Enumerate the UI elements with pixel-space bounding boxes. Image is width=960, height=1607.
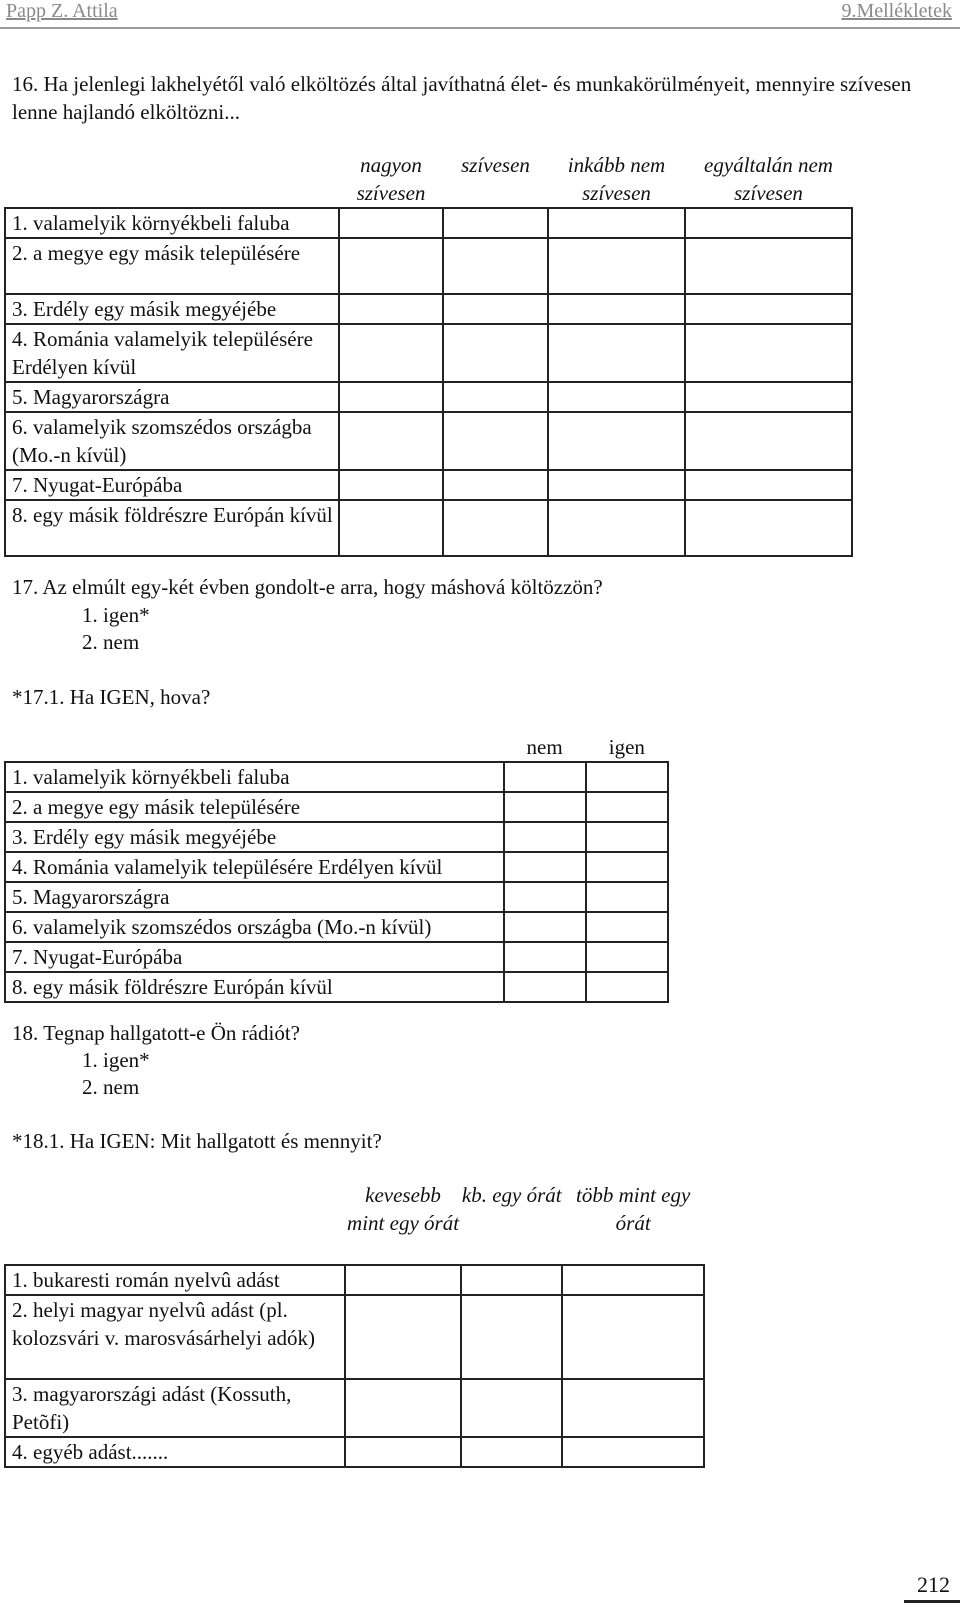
- header-author: Papp Z. Attila: [6, 0, 118, 22]
- q16-answer-cell[interactable]: [443, 500, 548, 556]
- question-18-text: 18. Tegnap hallgatott-e Ön rádiót?: [12, 1021, 300, 1045]
- q17-answer-cell[interactable]: [586, 852, 668, 882]
- q17-row-label: 8. egy másik földrészre Európán kívül: [5, 972, 504, 1002]
- q17-row-label: 2. a megye egy másik településére: [5, 792, 504, 822]
- q17-followup: *17.1. Ha IGEN, hova?: [12, 685, 211, 709]
- q16-answer-cell[interactable]: [685, 500, 852, 556]
- q16-answer-cell[interactable]: [548, 208, 685, 238]
- q16-answer-cell[interactable]: [685, 238, 852, 294]
- header-section: 9.Mellékletek: [841, 0, 952, 22]
- header-rule: [0, 27, 960, 29]
- q18-row-label: 1. bukaresti román nyelvû adást: [5, 1265, 345, 1295]
- question-17-text: 17. Az elmúlt egy-két évben gondolt-e arra, hogy máshová költözzön?: [12, 575, 603, 599]
- q16-answer-cell[interactable]: [443, 208, 548, 238]
- q17-answer-cell[interactable]: [504, 942, 586, 972]
- q16-answer-cell[interactable]: [685, 208, 852, 238]
- q16-answer-cell[interactable]: [548, 294, 685, 324]
- q16-answer-cell[interactable]: [339, 412, 443, 470]
- q16-col-3: inkább nem szívesen: [567, 153, 666, 205]
- q17-option-yes[interactable]: 1. igen*: [82, 603, 150, 627]
- q17-row-label: 5. Magyarországra: [5, 882, 504, 912]
- q16-answer-cell[interactable]: [548, 412, 685, 470]
- q16-row-label: 4. Románia valamelyik településére Erdélyen kívül: [5, 324, 339, 382]
- q17-answer-cell[interactable]: [504, 882, 586, 912]
- q16-answer-cell[interactable]: [685, 324, 852, 382]
- q18-answer-cell[interactable]: [345, 1265, 461, 1295]
- q18-col-1: kevesebb mint egy órát: [347, 1183, 460, 1235]
- q17-answer-cell[interactable]: [504, 972, 586, 1002]
- q17-col-igen: igen: [608, 735, 645, 759]
- q16-answer-cell[interactable]: [548, 382, 685, 412]
- q18-col-3: több mint egy órát: [576, 1183, 691, 1235]
- q16-answer-cell[interactable]: [339, 294, 443, 324]
- q16-answer-cell[interactable]: [339, 238, 443, 294]
- q17-answer-cell[interactable]: [586, 822, 668, 852]
- question-18-table: [4, 1181, 705, 1468]
- q17-answer-cell[interactable]: [504, 852, 586, 882]
- q17-col-nem: nem: [526, 735, 563, 759]
- q18-answer-cell[interactable]: [345, 1379, 461, 1437]
- q18-row-label: 3. magyarországi adást (Kossuth, Petõfi): [5, 1379, 345, 1437]
- q16-col-2: szívesen: [461, 153, 530, 177]
- q17-answer-cell[interactable]: [586, 942, 668, 972]
- q16-answer-cell[interactable]: [339, 208, 443, 238]
- q18-answer-cell[interactable]: [345, 1295, 461, 1379]
- q16-answer-cell[interactable]: [443, 382, 548, 412]
- q16-col-1: nagyon szívesen: [356, 153, 426, 205]
- q17-answer-cell[interactable]: [586, 792, 668, 822]
- q16-answer-cell[interactable]: [685, 382, 852, 412]
- q18-answer-cell[interactable]: [345, 1437, 461, 1467]
- q16-answer-cell[interactable]: [548, 470, 685, 500]
- q16-answer-cell[interactable]: [685, 470, 852, 500]
- q16-row-label: 2. a megye egy másik településére: [5, 238, 339, 294]
- q16-answer-cell[interactable]: [548, 500, 685, 556]
- q16-row-label: 3. Erdély egy másik megyéjébe: [5, 294, 339, 324]
- q16-answer-cell[interactable]: [685, 412, 852, 470]
- q18-answer-cell[interactable]: [461, 1379, 562, 1437]
- q18-row-label: 4. egyéb adást.......: [5, 1437, 345, 1467]
- q16-answer-cell[interactable]: [443, 294, 548, 324]
- q16-row-label: 7. Nyugat-Európába: [5, 470, 339, 500]
- q16-answer-cell[interactable]: [443, 238, 548, 294]
- q18-row-label: 2. helyi magyar nyelvû adást (pl. kolozsvári v. marosvásárhelyi adók): [5, 1295, 345, 1379]
- page-number: 212: [917, 1572, 950, 1597]
- q18-answer-cell[interactable]: [562, 1265, 704, 1295]
- q17-row-label: 4. Románia valamelyik településére Erdélyen kívül: [5, 852, 504, 882]
- q17-row-label: 6. valamelyik szomszédos országba (Mo.-n kívül): [5, 912, 504, 942]
- q16-answer-cell[interactable]: [443, 324, 548, 382]
- q16-answer-cell[interactable]: [339, 500, 443, 556]
- q16-answer-cell[interactable]: [548, 238, 685, 294]
- q16-answer-cell[interactable]: [339, 382, 443, 412]
- q17-answer-cell[interactable]: [504, 822, 586, 852]
- q16-answer-cell[interactable]: [443, 412, 548, 470]
- q16-row-label: 8. egy másik földrészre Európán kívül: [5, 500, 339, 556]
- q17-answer-cell[interactable]: [586, 762, 668, 792]
- q16-corner: [5, 151, 339, 208]
- question-16-text: 16. Ha jelenlegi lakhelyétől való elköltözés által javíthatná élet- és munkakörülményeit, mennyire szívesen lenne hajlandó elköltözni...: [12, 72, 912, 124]
- q18-answer-cell[interactable]: [461, 1265, 562, 1295]
- q18-option-yes[interactable]: 1. igen*: [82, 1048, 150, 1072]
- q16-answer-cell[interactable]: [443, 470, 548, 500]
- q18-corner: [5, 1181, 345, 1265]
- q17-answer-cell[interactable]: [586, 972, 668, 1002]
- q17-answer-cell[interactable]: [504, 912, 586, 942]
- q18-option-no[interactable]: 2. nem: [82, 1075, 140, 1099]
- q17-answer-cell[interactable]: [504, 762, 586, 792]
- q18-col-2: kb. egy órát: [461, 1183, 562, 1207]
- q18-answer-cell[interactable]: [461, 1437, 562, 1467]
- q18-answer-cell[interactable]: [562, 1437, 704, 1467]
- q17-row-label: 1. valamelyik környékbeli faluba: [5, 762, 504, 792]
- q18-answer-cell[interactable]: [562, 1295, 704, 1379]
- q17-answer-cell[interactable]: [586, 882, 668, 912]
- question-16-table: [4, 151, 853, 557]
- q16-col-4: egyáltalán nem szívesen: [704, 153, 833, 205]
- q16-row-label: 6. valamelyik szomszédos országba (Mo.-n kívül): [5, 412, 339, 470]
- q16-row-label: 1. valamelyik környékbeli faluba: [5, 208, 339, 238]
- q16-answer-cell[interactable]: [339, 324, 443, 382]
- q18-followup: *18.1. Ha IGEN: Mit hallgatott és mennyit?: [12, 1129, 382, 1153]
- q16-answer-cell[interactable]: [339, 470, 443, 500]
- q17-row-label: 7. Nyugat-Európába: [5, 942, 504, 972]
- q18-answer-cell[interactable]: [562, 1379, 704, 1437]
- q17-answer-cell[interactable]: [586, 912, 668, 942]
- q17-answer-cell[interactable]: [504, 792, 586, 822]
- q17-corner: [5, 733, 504, 762]
- q16-row-label: 5. Magyarországra: [5, 382, 339, 412]
- q17-row-label: 3. Erdély egy másik megyéjébe: [5, 822, 504, 852]
- page-number-rule: [904, 1600, 960, 1603]
- q16-answer-cell[interactable]: [548, 324, 685, 382]
- q16-answer-cell[interactable]: [685, 294, 852, 324]
- q18-answer-cell[interactable]: [461, 1295, 562, 1379]
- q17-option-no[interactable]: 2. nem: [82, 630, 140, 654]
- question-17-table: [4, 733, 669, 1003]
